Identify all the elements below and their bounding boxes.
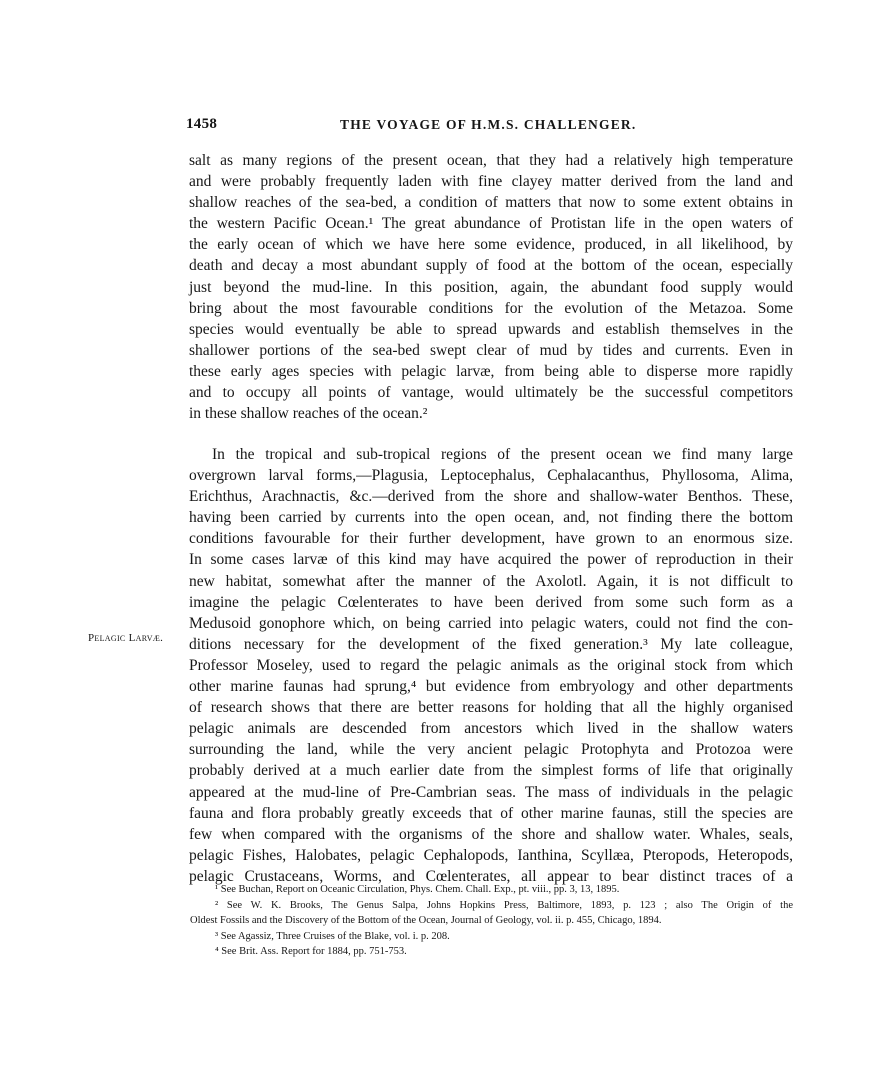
text-line: shallower portions of the sea-bed swept clear of mud by tides and currents. Even in [189,341,793,359]
text-line: overgrown larval forms,—Plagusia, Leptocephalus, Cephalacanthus, Phyllosoma, Alima, [189,467,793,485]
text-line: salt as many regions of the present ocean, that they had a relatively high temperature [189,152,793,169]
footnote: ³ See Agassiz, Three Cruises of the Blake, vol. i. p. 208. [215,930,450,942]
running-head: THE VOYAGE OF H.M.S. CHALLENGER. [340,117,637,132]
text-line: fauna and flora probably greatly exceeds that of other marine faunas, still the species are [189,804,793,822]
page-number: 1458 [186,116,218,132]
footnote: ¹ See Buchan, Report on Oceanic Circulation, Phys. Chem. Chall. Exp., pt. viii., pp. 3, 13, 1895. [215,884,620,895]
text-line: Professor Moseley, used to regard the pelagic animals as the original stock from which [189,656,793,674]
footnote: ² See W. K. Brooks, The Genus Salpa, Johns Hopkins Press, Baltimore, 1893, p. 123 ; also The Origin of the [215,899,793,911]
text-line: just beyond the mud-line. In this position, again, the abundant food supply would [189,278,793,296]
text-line: surrounding the land, while the very ancient pelagic Protophyta and Protozoa were [189,741,793,759]
text-line: conditions favourable for their further development, have grown to an enormous size. [189,530,793,548]
text-line: species would eventually be able to spread upwards and establish themselves in the [189,320,793,338]
text-line: the western Pacific Ocean.¹ The great abundance of Protistan life in the open waters of [189,215,793,233]
paragraph-2 [189,444,793,887]
text-line: bring about the most favourable conditions for the evolution of the Metazoa. Some [189,299,793,317]
text-line: and to occupy all points of vantage, would ultimately be the successful competitors [189,384,793,402]
footnote-continuation: Oldest Fossils and the Discovery of the Bottom of the Ocean, Journal of Geology, vol. ii. p. 455, Chicago, 1894. [190,915,662,927]
text-line: imagine the pelagic Cœlenterates to have been derived from some such form as a [189,593,793,611]
footnotes [190,882,793,960]
text-line: ditions necessary for the development of the fixed generation.³ My late colleague, [189,635,793,653]
text-line: shallow reaches of the sea-bed, a condition of matters that now to some extent obtains in [189,194,793,212]
text-line: Medusoid gonophore which, on being carried into pelagic waters, could not find the con- [189,614,793,632]
text-line: the early ocean of which we have here some evidence, produced, in all likelihood, by [189,236,793,254]
text-line: and were probably frequently laden with fine clayey matter derived from the land and [189,173,793,191]
footnote: ⁴ See Brit. Ass. Report for 1884, pp. 751-753. [215,946,407,958]
text-line: death and decay a most abundant supply of food at the bottom of the ocean, especially [189,257,793,275]
text-line: other marine faunas had sprung,⁴ but evidence from embryology and other departments [189,678,793,696]
text-line: pelagic Crustaceans, Worms, and Cœlenterates, all appear to bear distinct traces of a [189,867,793,885]
text-line: these early ages species with pelagic larvæ, from being able to disperse more rapidly [189,362,793,380]
text-line: probably derived at a much earlier date from the simplest forms of life that originally [189,762,793,780]
text-line: in these shallow reaches of the ocean.² [189,405,428,423]
text-line: new habitat, somewhat after the manner of the Axolotl. Again, it is not difficult to [189,572,793,590]
text-line: In the tropical and sub-tropical regions of the present ocean we find many large [212,446,793,463]
text-line: having been carried by currents into the open ocean, and, not finding there the bottom [189,509,793,527]
text-line: appeared at the mud-line of Pre-Cambrian seas. The mass of individuals in the pelagic [189,783,793,801]
text-line: few when compared with the organisms of the shore and shallow water. Whales, seals, [189,825,793,843]
text-line: pelagic Fishes, Halobates, pelagic Cephalopods, Ianthina, Scyllæa, Pteropods, Heteropods, [189,846,793,864]
margin-note: Pelagic Larvæ. [88,632,164,644]
text-line: Erichthus, Arachnactis, &c.—derived from the shore and shallow-water Benthos. These, [189,488,793,506]
text-line: pelagic animals are descended from ancestors which lived in the shallow waters [189,720,793,738]
text-line: In some cases larvæ of this kind may have acquired the power of reproduction in their [189,551,793,569]
text-line: of research shows that there are better reasons for holding that all the highly organised [189,699,793,717]
paragraph-1 [189,150,793,424]
